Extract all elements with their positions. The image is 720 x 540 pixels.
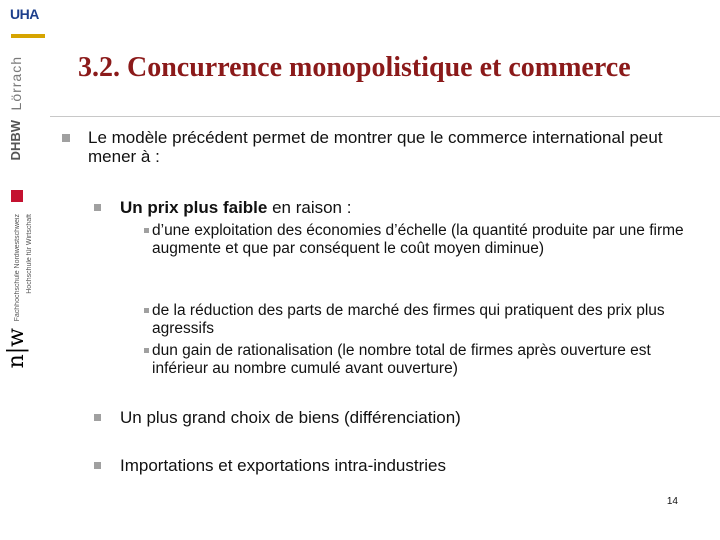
loerrach-label: Lörrach: [8, 56, 24, 111]
bullet-import: [94, 456, 694, 476]
bullet-choix: [94, 408, 694, 428]
bullet-intro: [62, 128, 702, 166]
bullet-prix-rest: en raison :: [267, 198, 352, 217]
fhnw-label-1: Fachhochschule Nordwestschweiz: [14, 214, 21, 322]
sub-bullet-parts: [144, 302, 700, 338]
nw-logo: n|w: [4, 328, 29, 369]
bullet-prix-text: [120, 198, 694, 218]
dhbw-logo: DHBW: [8, 120, 23, 161]
bullet-intro-text: Le modèle précédent permet de montrer que le commerce international peut mener à :: [88, 128, 663, 166]
sidebar-logos: [0, 0, 50, 540]
uha-logo: [4, 4, 48, 44]
page-number: 14: [666, 496, 678, 507]
bullet-square-icon: [144, 308, 149, 313]
title-divider: [50, 116, 720, 117]
bullet-square-icon: [94, 462, 101, 469]
fhnw-label-2: Hochschule für Wirtschaft: [26, 214, 33, 294]
slide-title: 3.2. Concurrence monopolistique et commerce: [78, 52, 631, 83]
bullet-square-icon: [144, 228, 149, 233]
dhbw-mark-icon: [11, 190, 23, 202]
sub-bullet-parts-text: de la réduction des parts de marché des firmes qui pratiquent des prix plus agressifs: [152, 302, 665, 337]
sub-bullet-rationalisation: [144, 342, 700, 378]
sub-bullet-rationalisation-text: dun gain de rationalisation (le nombre total de firmes après ouverture est inférieur au nombre cumulé avant ouverture): [152, 342, 651, 377]
sub-bullet-echelle-text: d’une exploitation des économies d’échelle (la quantité produite par une firme augmente et que par conséquent le coût moyen diminue): [152, 222, 684, 257]
bullet-square-icon: [62, 134, 70, 142]
bullet-prix: [94, 198, 694, 218]
uha-logo-text: UHA: [10, 6, 39, 22]
bullet-square-icon: [144, 348, 149, 353]
uha-logo-bar: [11, 34, 45, 38]
bullet-square-icon: [94, 204, 101, 211]
bullet-square-icon: [94, 414, 101, 421]
sub-bullet-echelle: [144, 222, 700, 258]
bullet-prix-bold: Un prix plus faible: [120, 198, 268, 217]
bullet-choix-text: Un plus grand choix de biens (différenciation): [120, 408, 461, 427]
bullet-import-text: Importations et exportations intra-industries: [120, 456, 446, 475]
